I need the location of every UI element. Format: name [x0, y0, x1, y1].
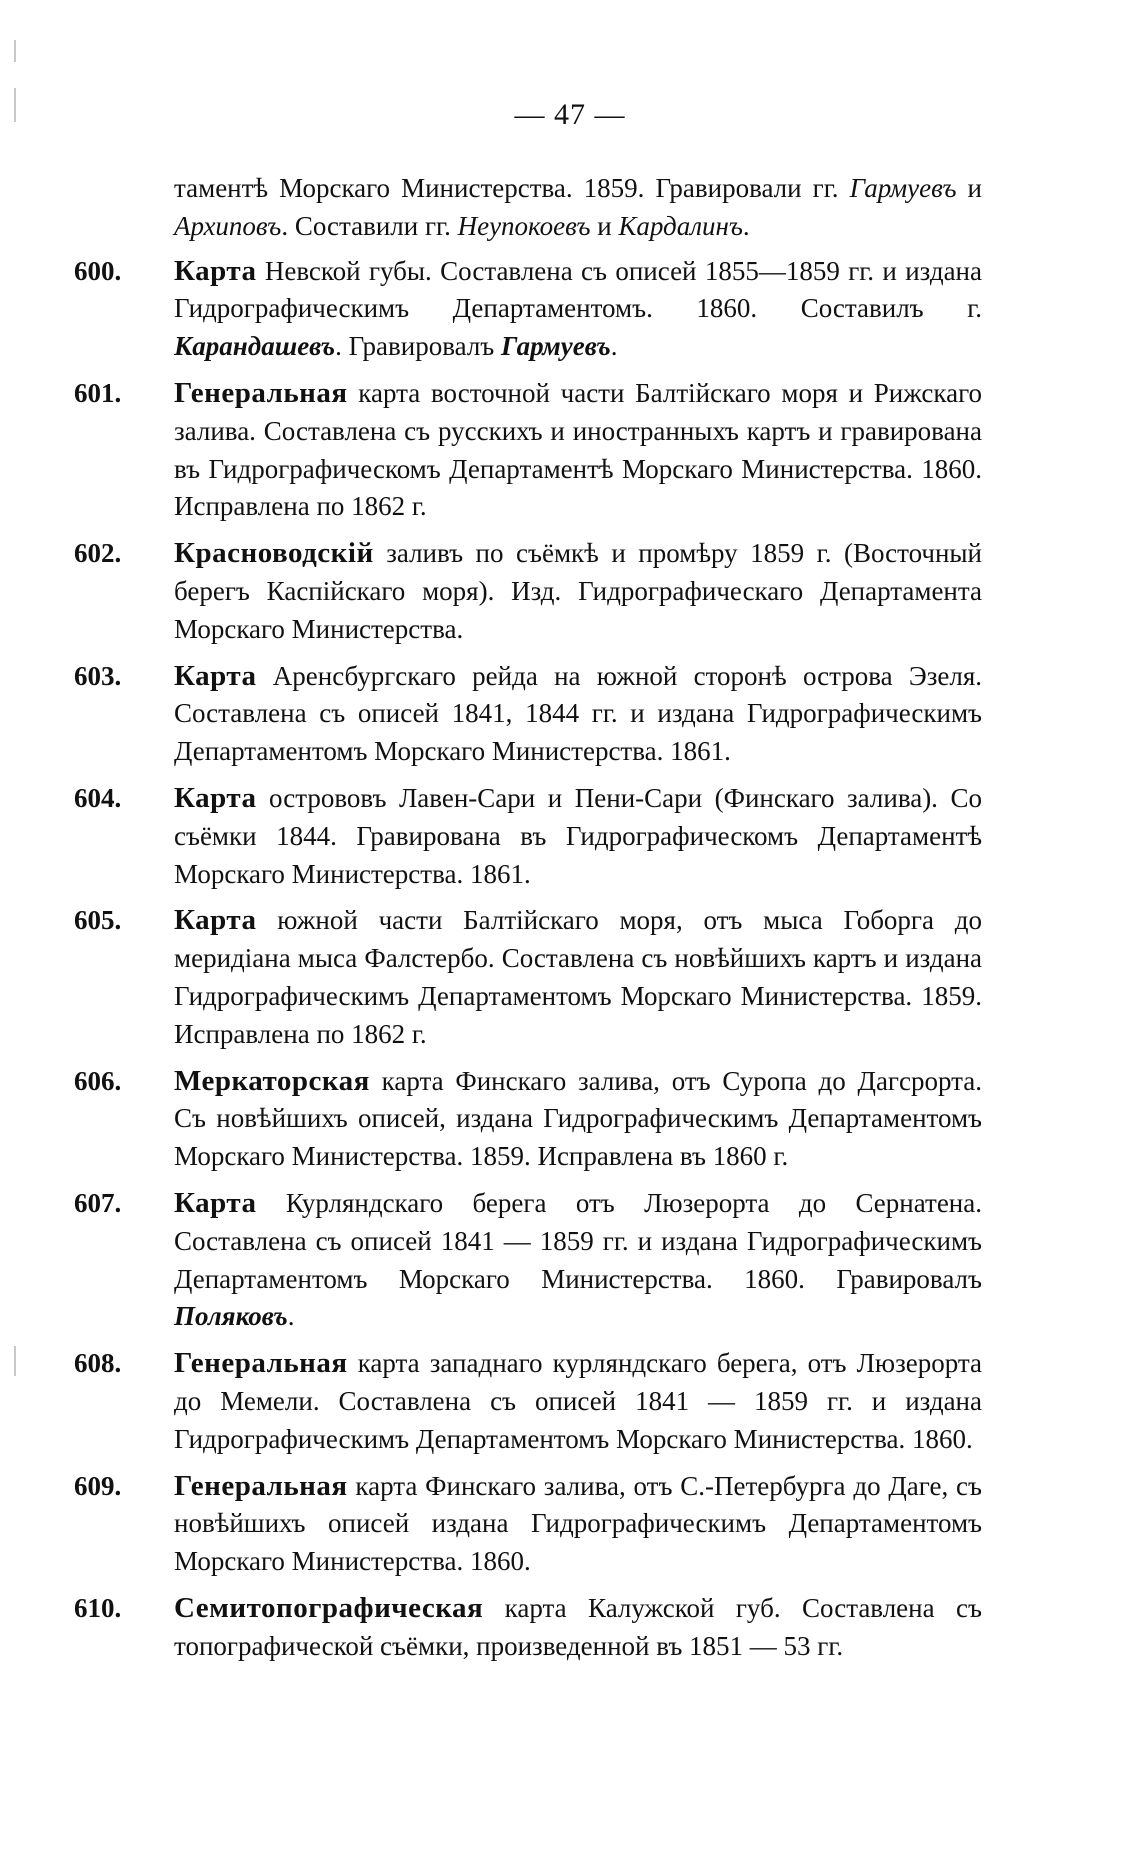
- catalog-entry-603: [74, 658, 982, 771]
- catalog-entry-610: [74, 1590, 982, 1666]
- entry-heading: Карта: [174, 904, 257, 937]
- entry-text: Генеральная карта западнаго курляндскаго берега, отъ Люзерорта до Мемели. Составлена съ описей 1841 — 1859 гг. и издана Гидрографическимъ Департаментомъ Морскаго Министерства. 1860.: [174, 1347, 982, 1454]
- catalog-entry-604: [74, 780, 982, 893]
- entry-text: Карта южной части Балтійскаго моря, отъ мыса Гоборга до меридіана мыса Фалстербо. Составлена съ новѣйшихъ картъ и издана Гидрографическимъ Департаментомъ Морскаго Министерства. 1859. Исправлена по 1862 г.: [174, 904, 982, 1049]
- entry-text: Карта Аренсбургскаго рейда на южной сторонѣ острова Эзеля. Составлена съ описей 1841, 1844 гг. и издана Гидрографическимъ Департаментомъ Морскаго Министерства. 1861.: [174, 659, 982, 767]
- entry-text: Карта Курляндскаго берега отъ Люзерорта до Сернатена. Составлена съ описей 1841 — 1859 гг. и издана Гидрографическимъ Департаментомъ Морскаго Министерства. 1860. Гравировалъ Поляковъ.: [174, 1186, 982, 1332]
- entry-number: 605.: [74, 905, 122, 936]
- catalog-entry-602: [74, 535, 982, 648]
- catalog-entry-608: [74, 1345, 982, 1458]
- entry-heading: Красноводскій: [174, 537, 374, 570]
- scan-edge-mark: [14, 40, 16, 62]
- entry-heading: Карта: [174, 1186, 257, 1219]
- entry-number: 604.: [74, 782, 122, 813]
- entry-text: Карта острововъ Лавен-Сари и Пени-Сари (Финскаго залива). Со съёмки 1844. Гравирована въ Гидрографическомъ Департаментѣ Морскаго Министерства. 1861.: [174, 781, 982, 889]
- entry-number: 601.: [74, 377, 122, 408]
- entry-heading: Генеральная: [174, 376, 348, 409]
- entry-number: 606.: [74, 1065, 122, 1096]
- entry-heading: Генеральная: [174, 1469, 348, 1502]
- entry-number: 603.: [74, 660, 122, 691]
- entry-heading: Семитопографическая: [174, 1591, 484, 1624]
- entry-heading: Генеральная: [174, 1347, 348, 1380]
- entry-text: Семитопографическая карта Калужской губ. Составлена съ топографической съёмки, произведенной въ 1851 — 53 гг.: [174, 1591, 982, 1661]
- entry-heading: Карта: [174, 659, 257, 692]
- catalog-entry-605: [74, 902, 982, 1053]
- entry-number: 610.: [74, 1592, 122, 1623]
- entry-text: Генеральная карта восточной части Балтійскаго моря и Рижскаго залива. Составлена съ русскихъ и иностранныхъ картъ и гравирована въ Гидрографическомъ Департаментѣ Морскаго Министерства. 1860. Исправлена по 1862 г.: [174, 376, 982, 522]
- catalog-entry-609: [74, 1468, 982, 1581]
- scan-edge-mark: [14, 1346, 16, 1376]
- entry-heading: Карта: [174, 781, 257, 814]
- entry-text: Красноводскій заливъ по съёмкѣ и промѣру 1859 г. (Восточный берегъ Каспійскаго моря). Изд. Гидрографическаго Департамента Морскаго Министерства.: [174, 537, 982, 644]
- entry-number: 608.: [74, 1348, 122, 1379]
- catalog-entry-600: [74, 253, 982, 366]
- catalog-listing: [74, 170, 982, 1674]
- catalog-entry-601: [74, 375, 982, 526]
- entry-heading: Карта: [174, 254, 257, 287]
- catalog-entry-606: [74, 1063, 982, 1176]
- entry-text: Карта Невской губы. Составлена съ описей 1855—1859 гг. и издана Гидрографическимъ Департаментомъ. 1860. Составилъ г. Карандашевъ. Гравировалъ Гармуевъ.: [174, 254, 982, 362]
- entry-number: 600.: [74, 255, 122, 286]
- continuation-paragraph: таментѣ Морскаго Министерства. 1859. Гравировали гг. Гармуевъ и Архиповъ. Составили гг. Неупокоевъ и Кардалинъ.: [174, 173, 982, 241]
- entry-text: Меркаторская карта Финскаго залива, отъ Суропа до Дагсрорта. Съ новѣйшихъ описей, издана Гидрографическимъ Департаментомъ Морскаго Министерства. 1859. Исправлена въ 1860 г.: [174, 1064, 982, 1172]
- entry-number: 609.: [74, 1470, 122, 1501]
- entry-heading: Меркаторская: [174, 1064, 370, 1097]
- page-number: — 47 —: [514, 98, 626, 131]
- entry-number: 602.: [74, 538, 122, 569]
- entry-number: 607.: [74, 1187, 122, 1218]
- catalog-entry-607: [74, 1185, 982, 1336]
- entry-text: Генеральная карта Финскаго залива, отъ С.-Петербурга до Даге, съ новѣйшихъ описей издана Гидрографическимъ Департаментомъ Морскаго Министерства. 1860.: [174, 1469, 982, 1577]
